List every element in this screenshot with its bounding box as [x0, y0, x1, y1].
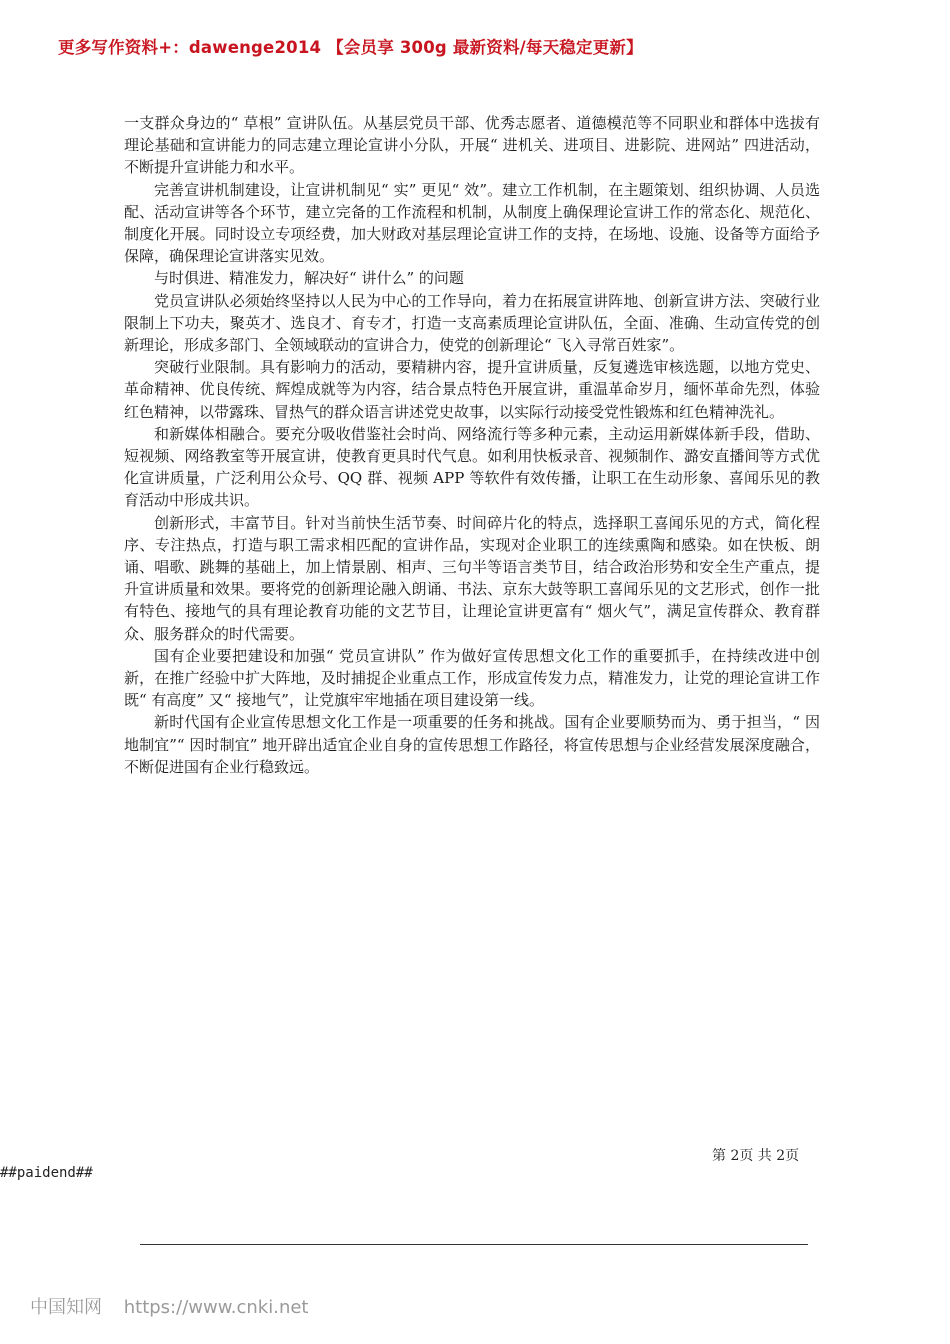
paragraph: 党员宣讲队必须始终坚持以人民为中心的工作导向，着力在拓展宣讲阵地、创新宣讲方法、突破行业限制上下功夫，聚英才、选良才、育专才，打造一支高素质理论宣讲队伍，全面、准确、生动宣传党的创新理论，形成多部门、全领域联动的宣讲合力，使党的创新理论“ 飞入寻常百姓家”。	[124, 291, 820, 355]
paragraph: 一支群众身边的“ 草根” 宣讲队伍。从基层党员干部、优秀志愿者、道德模范等不同职业和群体中选拔有理论基础和宣讲能力的同志建立理论宣讲小分队，开展“ 进机关、进项目、进影院、进网站” 四进活动，不断提升宣讲能力和水平。	[124, 114, 820, 177]
paid-end-marker: ##paidend##	[0, 1165, 93, 1181]
document-body	[124, 112, 820, 778]
promo-banner: 更多写作资料+：dawenge2014 【会员享 300g 最新资料/每天稳定更新】	[58, 38, 643, 57]
paragraph: 创新形式，丰富节目。针对当前快生活节奏、时间碎片化的特点，选择职工喜闻乐见的方式，简化程序、专注热点，打造与职工需求相匹配的宣讲作品，实现对企业职工的连续熏陶和感染。如在快板、朗诵、唱歌、跳舞的基础上，加上情景剧、相声、三句半等语言类节目，结合政治形势和安全生产重点，提升宣讲质量和效果。要将党的创新理论融入朗诵、书法、京东大鼓等职工喜闻乐见的文艺形式，创作一批有特色、接地气的具有理论教育功能的文艺节目，让理论宣讲更富有“ 烟火气”，满足宣传群众、教育群众、服务群众的时代需要。	[124, 513, 820, 643]
watermark-brand: 中国知网	[30, 1297, 102, 1318]
page-number: 第 2页 共 2页	[712, 1148, 800, 1164]
paragraph: 国有企业要把建设和加强“ 党员宣讲队” 作为做好宣传思想文化工作的重要抓手，在持续改进中创新，在推广经验中扩大阵地，及时捕捉企业重点工作，形成宣传发力点，精准发力，让党的理论宣讲工作既“ 有高度” 又“ 接地气”，让党旗牢牢地插在项目建设第一线。	[124, 646, 820, 710]
paragraph: 突破行业限制。具有影响力的活动，要精耕内容，提升宣讲质量，反复遴选审核选题，以地方党史、革命精神、优良传统、辉煌成就等为内容，结合景点特色开展宣讲，重温革命岁月，缅怀革命先烈，体验红色精神，以带露珠、冒热气的群众语言讲述党史故事，以实际行动接受党性锻炼和红色精神洗礼。	[124, 358, 820, 421]
paragraph: 和新媒体相融合。要充分吸收借鉴社会时尚、网络流行等多种元素，主动运用新媒体新手段，借助、短视频、网络教室等开展宣讲，使教育更具时代气息。如利用快板录音、视频制作、潞安直播间等方式优化宣讲质量，广泛利用公众号、QQ 群、视频 APP 等软件有效传播，让职工在生动形象、喜闻乐见的教育活动中形成共识。	[124, 424, 820, 510]
paragraph: 新时代国有企业宣传思想文化工作是一项重要的任务和挑战。国有企业要顺势而为、勇于担当，“ 因地制宜”“ 因时制宜” 地开辟出适宜企业自身的宣传思想工作路径，将宣传思想与企业经营发展深度融合，不断促进国有企业行稳致远。	[124, 713, 820, 776]
watermark-url: https://www.cnki.net	[123, 1297, 309, 1318]
footer-divider	[140, 1244, 808, 1245]
paragraph: 完善宣讲机制建设，让宣讲机制见“ 实” 更见“ 效”。建立工作机制，在主题策划、组织协调、人员选配、活动宣讲等各个环节，建立完备的工作流程和机制，从制度上确保理论宣讲工作的常态化、规范化、制度化开展。同时设立专项经费，加大财政对基层理论宣讲工作的支持，在场地、设施、设备等方面给予保障，确保理论宣讲落实见效。	[124, 180, 820, 266]
cnki-watermark	[30, 1293, 308, 1319]
section-heading: 与时俱进、精准发力，解决好“ 讲什么” 的问题	[154, 269, 464, 288]
